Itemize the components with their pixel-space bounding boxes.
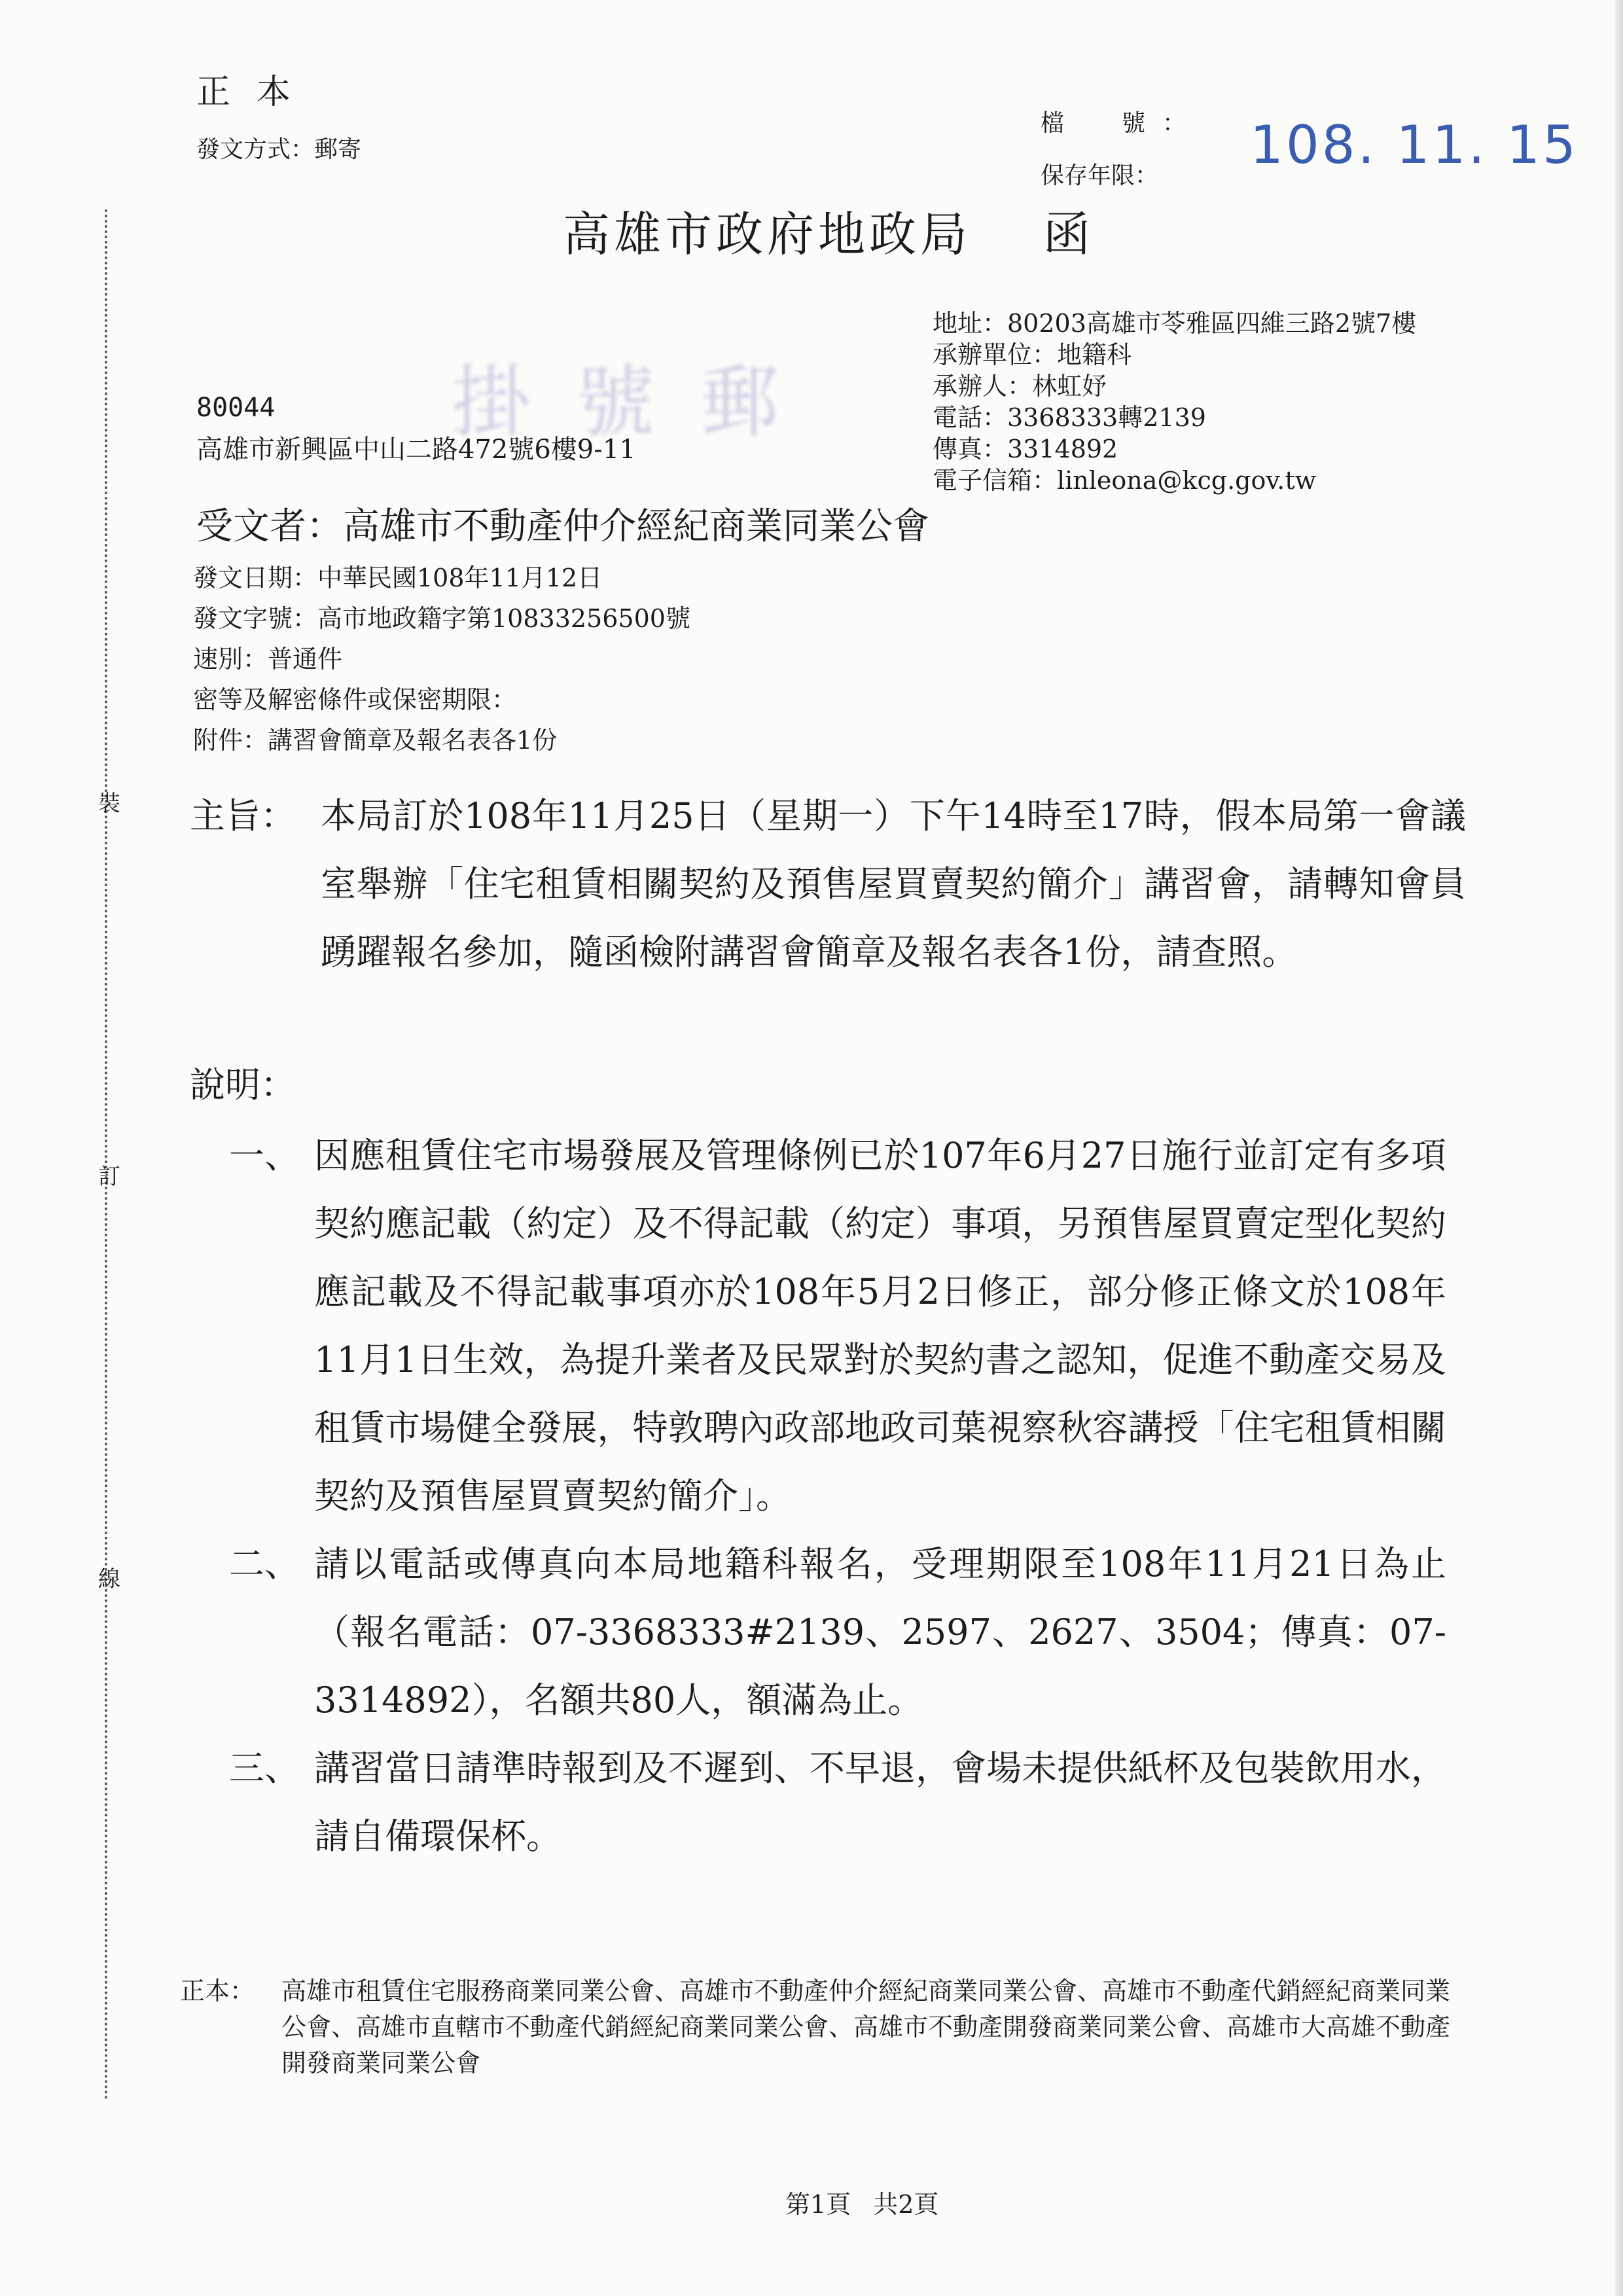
copies-label: 正本： — [180, 1977, 255, 2005]
explanation-item — [229, 1734, 1446, 1871]
file-number-label: 檔 號： — [1041, 110, 1204, 137]
handling-unit: 承辦單位：地籍科 — [933, 340, 1132, 369]
phone: 電話：3368333轉2139 — [933, 403, 1206, 432]
explanation-item — [229, 1122, 1446, 1530]
subject — [190, 782, 1466, 986]
recipient-postcode: 80044 — [196, 393, 276, 423]
binding-line — [105, 209, 107, 2101]
document-number: 發文字號：高市地政籍字第10833256500號 — [193, 604, 690, 633]
retention-label: 保存年限： — [1041, 162, 1159, 189]
document-meta — [193, 558, 690, 761]
item-number: 三、 — [229, 1748, 300, 1789]
handler: 承辦人：林虹妤 — [933, 372, 1107, 401]
explanation-label: 說明： — [190, 1064, 296, 1105]
subject-label: 主旨： — [190, 795, 296, 836]
issue-date: 發文日期：中華民國108年11月12日 — [193, 564, 603, 592]
stamp-char: 號 — [576, 357, 654, 448]
received-date-stamp: 108. 11. 15 — [1250, 115, 1579, 175]
classification: 密等及解密條件或保密期限： — [193, 685, 517, 714]
sender-address: 地址：80203高雄市苓雅區四維三路2號7樓 — [933, 309, 1417, 338]
copies-to — [180, 1973, 1463, 2081]
urgency: 速別：普通件 — [193, 645, 343, 673]
copy-type: 正本 — [196, 73, 317, 112]
item-number: 一、 — [229, 1135, 300, 1176]
item-text: 請以電話或傳真向本局地籍科報名，受理期限至108年11月21日為止（報名電話：07-3368333#2139、2597、2627、3504；傳真：07-3314892），名額共80人，額滿為止。 — [314, 1543, 1446, 1721]
binding-mark-ding: 訂 — [98, 1164, 120, 1190]
stamp-char: 掛 — [452, 357, 530, 448]
fax: 傳真：3314892 — [933, 435, 1118, 463]
document-title — [563, 196, 1094, 264]
agency-name: 高雄市政府地政局 — [563, 207, 972, 262]
page-number — [785, 2184, 938, 2220]
page-current: 第1頁 — [785, 2190, 851, 2219]
recipient: 受文者：高雄市不動產仲介經紀商業同業公會 — [196, 505, 929, 548]
sender-info — [933, 308, 1416, 496]
recipient-address: 高雄市新興區中山二路472號6樓9-11 — [196, 435, 636, 465]
binding-mark-xian: 線 — [98, 1566, 120, 1592]
page-total: 共2頁 — [873, 2190, 939, 2219]
document-type: 函 — [1043, 207, 1095, 262]
binding-mark-zhuang: 裝 — [98, 791, 120, 817]
email: 電子信箱：linleona@kcg.gov.tw — [933, 466, 1317, 495]
item-text: 因應租賃住宅市場發展及管理條例已於107年6月27日施行並訂定有多項契約應記載（約定）及不得記載（約定）事項，另預售屋買賣定型化契約應記載及不得記載事項亦於108年5月2日修正，部分修正條文於108年11月1日生效，為提升業者及民眾對於契約書之認知，促進不動產交易及租賃市場健全發展，特敦聘內政部地政司葉視察秋容講授「住宅租賃相關契約及預售屋買賣契約簡介」。 — [314, 1135, 1446, 1516]
explanation-item — [229, 1530, 1446, 1734]
item-text: 講習當日請準時報到及不遲到、不早退，會場未提供紙杯及包裝飲用水，請自備環保杯。 — [314, 1748, 1446, 1857]
attachments: 附件：講習會簡章及報名表各1份 — [193, 726, 558, 755]
stamp-char: 郵 — [700, 357, 779, 448]
send-method: 發文方式：郵寄 — [196, 136, 362, 163]
copies-text: 高雄市租賃住宅服務商業同業公會、高雄市不動產仲介經紀商業同業公會、高雄市不動產代銷經紀商業同業公會、高雄市直轄市不動產代銷經紀商業同業公會、高雄市不動產開發商業同業公會、高雄市大高雄不動產開發商業同業公會 — [281, 1977, 1451, 2077]
item-number: 二、 — [229, 1543, 300, 1585]
page-edge-shadow — [1615, 0, 1623, 2296]
subject-text: 本局訂於108年11月25日（星期一）下午14時至17時，假本局第一會議室舉辦「住宅租賃相關契約及預售屋買賣契約簡介」講習會，請轉知會員踴躍報名參加，隨函檢附講習會簡章及報名表各1份，請查照。 — [321, 795, 1466, 973]
explanation-items — [229, 1122, 1446, 1871]
